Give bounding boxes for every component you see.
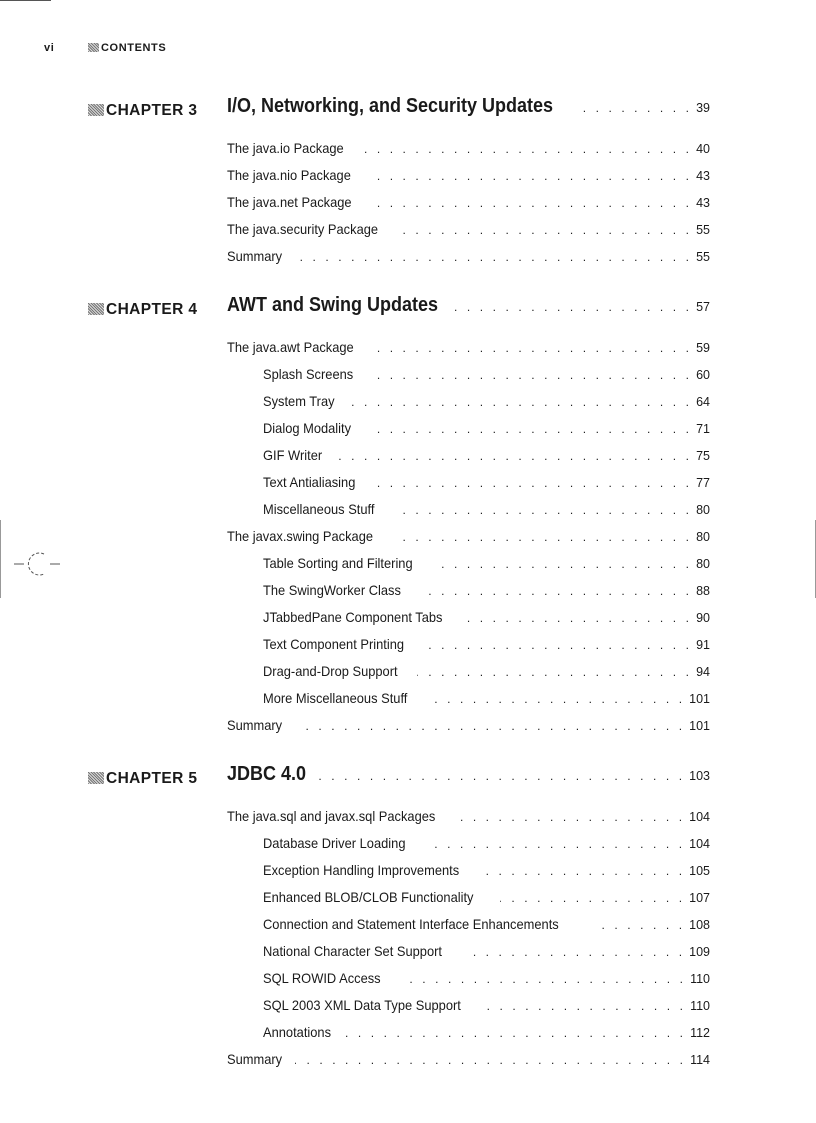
chapter-title: I/O, Networking, and Security Updates <box>227 95 554 117</box>
dot-leader <box>345 1026 686 1040</box>
entry-page-number: 80 <box>696 503 710 517</box>
entry-page-number: 59 <box>696 341 710 355</box>
entry-page-number: 40 <box>696 142 710 156</box>
entry-page-number: 112 <box>690 1026 710 1040</box>
entry-page-number: 109 <box>689 945 710 959</box>
dot-leader <box>428 692 685 706</box>
running-head-label: CONTENTS <box>101 42 167 54</box>
entry-title: Summary <box>227 248 283 264</box>
entry-title: More Miscellaneous Stuff <box>263 690 408 706</box>
entry-title: The java.io Package <box>227 140 344 156</box>
toc-entry[interactable] <box>227 808 710 826</box>
toc-entry[interactable] <box>263 862 710 880</box>
dot-leader <box>309 769 685 783</box>
entry-page-number: 88 <box>696 584 710 598</box>
top-rule <box>0 0 51 1</box>
toc-entry[interactable] <box>263 420 710 438</box>
entry-page-number: 55 <box>696 223 710 237</box>
entry-title: Text Component Printing <box>263 636 405 652</box>
dot-leader <box>370 196 692 210</box>
dot-leader <box>417 665 692 679</box>
marker-icon <box>88 303 104 315</box>
entry-page-number: 64 <box>696 395 710 409</box>
entry-page-number: 107 <box>689 891 710 905</box>
entry-title: Exception Handling Improvements <box>263 862 460 878</box>
entry-page-number: 94 <box>696 665 710 679</box>
marker-icon <box>88 43 99 52</box>
toc-entry[interactable] <box>227 717 710 735</box>
toc-entry[interactable] <box>263 916 710 934</box>
chapter-number: CHAPTER 5 <box>106 770 198 787</box>
chapter-heading <box>88 293 710 323</box>
chapter-heading <box>88 94 710 124</box>
entry-page-number: 80 <box>696 530 710 544</box>
entry-page-number: 104 <box>689 810 710 824</box>
chapter-title: JDBC 4.0 <box>227 763 307 785</box>
toc-entry[interactable] <box>263 889 710 907</box>
entry-title: GIF Writer <box>263 447 323 463</box>
entry-title: The java.sql and javax.sql Packages <box>227 808 436 824</box>
entry-title: Drag-and-Drop Support <box>263 663 398 679</box>
chapter-label <box>88 301 197 319</box>
toc-entry[interactable] <box>263 690 710 708</box>
entry-page-number: 60 <box>696 368 710 382</box>
dot-leader <box>466 611 692 625</box>
entry-page-number: 90 <box>696 611 710 625</box>
chapter-page-number: 57 <box>696 300 710 314</box>
entry-title: The javax.swing Package <box>227 528 374 544</box>
entry-page-number: 114 <box>690 1053 710 1067</box>
toc-entry[interactable] <box>263 366 710 384</box>
toc-entry[interactable] <box>263 447 710 465</box>
dot-leader <box>461 810 685 824</box>
dot-leader <box>295 250 692 264</box>
entry-title: Summary <box>227 1051 283 1067</box>
dot-leader <box>466 945 686 959</box>
toc-entry[interactable] <box>263 501 710 519</box>
dot-leader <box>484 864 685 878</box>
dot-leader <box>392 503 692 517</box>
toc-entry[interactable] <box>263 609 710 627</box>
entry-title: Annotations <box>263 1024 332 1040</box>
toc-entry[interactable] <box>263 555 710 573</box>
dot-leader <box>583 101 692 115</box>
entry-title: Text Antialiasing <box>263 474 356 490</box>
toc-entry[interactable] <box>263 943 710 961</box>
dot-leader <box>371 476 692 490</box>
entry-page-number: 101 <box>689 719 710 733</box>
chapter-label <box>88 770 197 788</box>
dot-leader <box>434 557 692 571</box>
dot-leader <box>500 891 685 905</box>
crop-line-left <box>0 520 1 598</box>
toc-entry[interactable] <box>227 1051 710 1069</box>
entry-title: Connection and Statement Interface Enhancements <box>263 916 559 932</box>
entry-page-number: 80 <box>696 557 710 571</box>
registration-mark-icon <box>14 549 60 581</box>
toc-entry[interactable] <box>263 1024 710 1042</box>
toc-entry[interactable] <box>227 528 710 546</box>
entry-page-number: 105 <box>689 864 710 878</box>
entry-title: Splash Screens <box>263 366 354 382</box>
entry-page-number: 77 <box>696 476 710 490</box>
page-number: vi <box>44 42 55 54</box>
chapter-title-row[interactable] <box>227 763 710 786</box>
entry-title: The java.security Package <box>227 221 379 237</box>
toc-entry[interactable] <box>263 663 710 681</box>
toc-entry[interactable] <box>227 221 710 239</box>
chapter-title: AWT and Swing Updates <box>227 294 439 316</box>
entry-title: National Character Set Support <box>263 943 442 959</box>
toc-entry[interactable] <box>263 997 710 1015</box>
dot-leader <box>295 719 685 733</box>
entry-title: The java.nio Package <box>227 167 351 183</box>
running-head <box>88 42 166 54</box>
toc-entry[interactable] <box>227 248 710 266</box>
toc-entry[interactable] <box>263 393 710 411</box>
chapter-title-row[interactable] <box>227 294 710 317</box>
chapter-number: CHAPTER 3 <box>106 102 198 119</box>
dot-leader <box>424 638 692 652</box>
entry-page-number: 75 <box>696 449 710 463</box>
dot-leader <box>370 169 692 183</box>
entry-page-number: 110 <box>690 972 710 986</box>
dot-leader <box>295 1053 686 1067</box>
chapter-page-number: 103 <box>689 769 710 783</box>
entry-title: SQL ROWID Access <box>263 970 381 986</box>
entry-title: System Tray <box>263 393 335 409</box>
toc-entry[interactable] <box>263 970 710 988</box>
entry-page-number: 110 <box>690 999 710 1013</box>
entry-title: Summary <box>227 717 283 733</box>
dot-leader <box>421 584 692 598</box>
toc-entry[interactable] <box>227 339 710 357</box>
chapter-page-number: 39 <box>696 101 710 115</box>
dot-leader <box>362 142 692 156</box>
chapter-label <box>88 102 197 120</box>
chapter-title-row[interactable] <box>227 95 710 118</box>
toc-entry[interactable] <box>263 582 710 600</box>
chapter-number: CHAPTER 4 <box>106 301 198 318</box>
dot-leader <box>399 223 692 237</box>
dot-leader <box>367 422 692 436</box>
marker-icon <box>88 772 104 784</box>
entry-title: Database Driver Loading <box>263 835 406 851</box>
entry-page-number: 91 <box>696 638 710 652</box>
entry-page-number: 101 <box>689 692 710 706</box>
toc-entry[interactable] <box>263 474 710 492</box>
dot-leader <box>373 341 692 355</box>
toc-entry[interactable] <box>227 194 710 212</box>
toc-entry[interactable] <box>263 636 710 654</box>
entry-title: SQL 2003 XML Data Type Support <box>263 997 461 1013</box>
entry-page-number: 108 <box>689 918 710 932</box>
toc-entry[interactable] <box>227 167 710 185</box>
dot-leader <box>335 449 692 463</box>
entry-page-number: 71 <box>696 422 710 436</box>
dot-leader <box>399 972 686 986</box>
dot-leader <box>486 999 686 1013</box>
dot-leader <box>455 300 692 314</box>
dot-leader <box>369 368 692 382</box>
entry-page-number: 55 <box>696 250 710 264</box>
entry-title: Enhanced BLOB/CLOB Functionality <box>263 889 474 905</box>
entry-title: JTabbedPane Component Tabs <box>263 609 443 625</box>
dot-leader <box>349 395 692 409</box>
dot-leader <box>592 918 685 932</box>
toc-entry[interactable] <box>227 140 710 158</box>
entry-page-number: 43 <box>696 196 710 210</box>
dot-leader <box>426 837 685 851</box>
entry-title: The java.awt Package <box>227 339 354 355</box>
entry-page-number: 43 <box>696 169 710 183</box>
entry-page-number: 104 <box>689 837 710 851</box>
entry-title: The SwingWorker Class <box>263 582 401 598</box>
entry-title: The java.net Package <box>227 194 352 210</box>
marker-icon <box>88 104 104 116</box>
entry-title: Table Sorting and Filtering <box>263 555 413 571</box>
chapter-heading <box>88 762 710 792</box>
toc-entry[interactable] <box>263 835 710 853</box>
entry-title: Dialog Modality <box>263 420 352 436</box>
dot-leader <box>394 530 692 544</box>
entry-title: Miscellaneous Stuff <box>263 501 375 517</box>
